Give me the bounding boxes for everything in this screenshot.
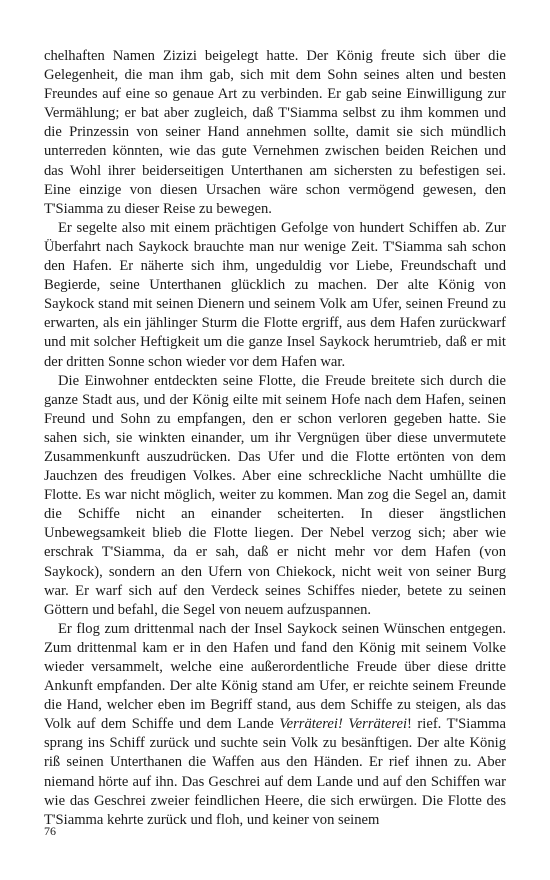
paragraph-4: [44, 620, 506, 830]
paragraph-2: Er segelte also mit einem prächtigen Gefolge von hundert Schiffen ab. Zur Überfahrt nach Saykock brauchte man nur wenige Zeit. T'Siamma sah schon den Hafen. Er näherte sich ihm, ungeduldig vor Liebe, Freundschaft und Begierde, seine Unterthanen glücklich zu machen. Der alte König von Saykock stand mit seinen Dienern und seinem Volk am Ufer, seinen Freund zu erwarten, als ein jählinger Sturm die Flotte ergriff, aus dem Hafen zurückwarf und mit solcher Heftigkeit um die ganze Insel Saykock herumtrieb, daß er mit der dritten Sonne schon wieder vor dem Hafen war.: [44, 219, 506, 370]
paragraph-1: chelhaften Namen Zizizi beigelegt hatte. Der König freute sich über die Gelegenheit, die man ihm gab, sich mit dem Sohn seines alten und besten Freundes auf eine so genaue Art zu verbinden. Er gab seine Einwilligung zur Vermählung; er bat aber zugleich, daß T'Siamma selbst zu ihm kommen und die Prinzessin von seiner Hand annehmen sollte, damit sie sich mündlich unterreden könnten, wie das gute Vernehmen zwischen beiden Reichen und das Wohl ihrer beiderseitigen Unterthanen am sichersten zu befestigen sei. Eine einzige von diesen Ursachen wäre schon vermögend gewesen, den T'Siamma zu dieser Reise zu bewegen.: [44, 48, 506, 217]
paragraph-4-text-b: ! rief. T'Siamma sprang ins Schiff zurück und suchte sein Volk zu besänftigen. Der alte König riß seinen Unterthanen die Waffen aus den Händen. Er rief ihnen zu. Aber niemand hörte auf ihn. Das Geschrei auf dem Lande und auf den Schiffen war wie das Geschrei zweier feindlichen Heere, die sich erwürgen. Die Flotte des T'Siamma kehrte zurück und floh, und keiner von seinem: [44, 716, 506, 828]
book-page: [44, 47, 506, 830]
page-number: 76: [44, 824, 56, 838]
paragraph-4-emphasis: Verräterei! Verräterei: [279, 716, 408, 733]
paragraph-3: Die Einwohner entdeckten seine Flotte, die Freude breitete sich durch die ganze Stadt aus, und der König eilte mit seinem Hofe nach dem Hafen, seinen Freund und Sohn zu empfangen, den er schon verloren gegeben hatte. Sie sahen sich, sie winkten einander, um ihr Vergnügen über diese unvermutete Zusammenkunft auszudrücken. Das Ufer und die Flotte ertönten von dem Jauchzen des freudigen Volkes. Aber eine schreckliche Nacht umhüllte die Flotte. Es war nicht möglich, weiter zu kommen. Man zog die Segel an, damit die Schiffe nicht an einander scheiterten. In dieser ängstlichen Unbewegsamkeit blieb die Flotte liegen. Der Nebel verzog sich; aber wie erschrak T'Siamma, da er sah, daß er nicht mehr vor dem Hafen (von Saykock), sondern an den Ufern von Chiekock, nicht weit von seiner Burg war. Er warf sich auf den Verdeck seines Schiffes nieder, betete zu seinen Göttern und befahl, die Segel von neuem aufzuspannen.: [44, 372, 506, 618]
paragraph-4-text-a: Er flog zum drittenmal nach der Insel Saykock seinen Wünschen entgegen. Zum drittenmal kam er in den Hafen und fand den König mit seinem Volke wieder versammelt, welche eine außerordentliche Freude über diese dritte Ankunft empfanden. Der alte König stand am Ufer, er reichte seinem Freunde die Hand, welcher eben im Begriff stand, aus dem Schiffe zu steigen, als das Volk auf dem Schiffe und dem Lande: [44, 620, 506, 733]
